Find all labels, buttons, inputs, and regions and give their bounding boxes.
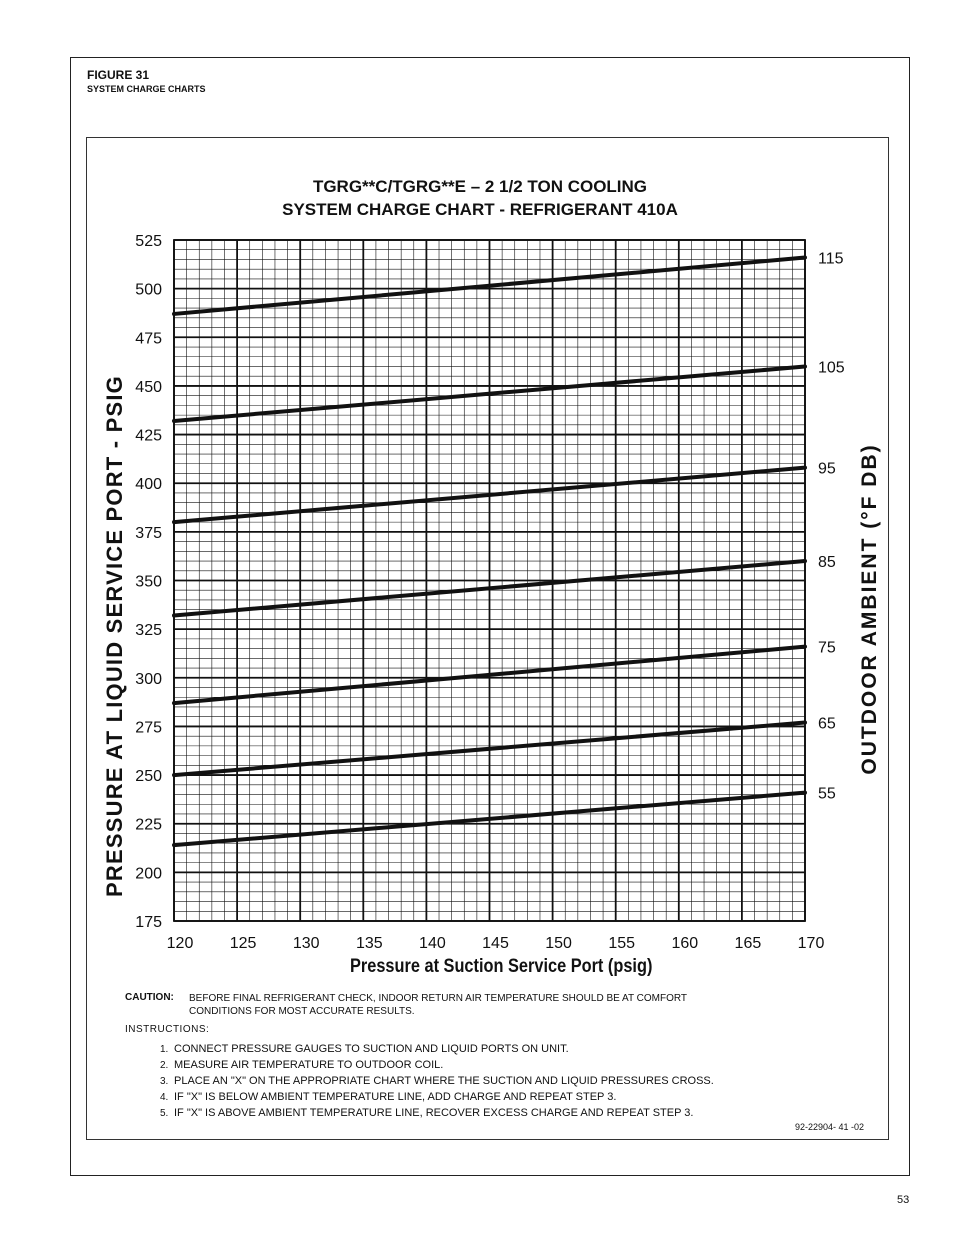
x-tick-label: 130 (292, 935, 320, 952)
x-tick-label: 125 (229, 935, 257, 952)
caution-text: BEFORE FINAL REFRIGERANT CHECK, INDOOR RETURN AIR TEMPERATURE SHOULD BE AT COMFORT CONDITIONS FOR MOST ACCURATE RESULTS. (189, 993, 687, 1017)
x-tick-label: 145 (482, 935, 509, 952)
instruction-step (160, 1091, 616, 1103)
instruction-step-text: IF "X" IS ABOVE AMBIENT TEMPERATURE LINE, RECOVER EXCESS CHARGE AND REPEAT STEP 3. (174, 1107, 694, 1119)
right-axis-title: OUTDOOR AMBIENT (°F DB) (858, 443, 881, 775)
instruction-step-number: 3. (160, 1076, 169, 1087)
y-tick-label: 525 (135, 233, 162, 250)
y-tick-label: 500 (135, 281, 162, 299)
chart-title-line2: SYSTEM CHARGE CHART - REFRIGERANT 410A (282, 200, 678, 219)
instruction-step-number: 2. (160, 1060, 169, 1071)
x-tick-label: 155 (608, 935, 636, 952)
series-label: 115 (818, 250, 844, 268)
instruction-step-number: 4. (160, 1092, 169, 1103)
series-label: 105 (818, 359, 845, 377)
y-tick-label: 425 (135, 427, 162, 445)
figure-label: FIGURE 31 (87, 68, 150, 82)
document-number: 92-22904- 41 -02 (795, 1122, 865, 1132)
x-tick-label: 135 (355, 935, 383, 952)
y-tick-label: 350 (135, 573, 162, 591)
instruction-step (160, 1043, 569, 1055)
x-tick-label: 120 (166, 935, 194, 952)
x-tick-label: 160 (671, 935, 699, 952)
y-tick-label: 475 (135, 330, 162, 348)
instruction-step-number: 5. (160, 1108, 169, 1119)
y-axis-title: PRESSURE AT LIQUID SERVICE PORT - PSIG (102, 375, 127, 897)
chart-title-line1: TGRG**C/TGRG**E – 2 1/2 TON COOLING (312, 177, 648, 196)
y-tick-label: 275 (135, 719, 162, 737)
page-number: 53 (897, 1194, 910, 1206)
y-tick-label: 250 (135, 768, 162, 786)
instruction-step (160, 1059, 443, 1071)
instruction-step-number: 1. (160, 1044, 169, 1055)
x-axis-title: Pressure at Suction Service Port (psig) (350, 956, 653, 977)
y-tick-label: 200 (135, 865, 162, 883)
caution-label: CAUTION: (125, 992, 174, 1003)
instructions-label: INSTRUCTIONS: (125, 1024, 210, 1035)
series-label: 75 (818, 639, 836, 657)
instruction-step (160, 1107, 693, 1119)
figure-subtitle: SYSTEM CHARGE CHARTS (87, 84, 206, 94)
instruction-step-text: MEASURE AIR TEMPERATURE TO OUTDOOR COIL. (174, 1059, 444, 1071)
series-label: 85 (818, 554, 836, 572)
x-tick-label: 165 (734, 935, 762, 952)
instruction-step-text: IF "X" IS BELOW AMBIENT TEMPERATURE LINE, ADD CHARGE AND REPEAT STEP 3. (174, 1091, 617, 1103)
x-tick-label: 170 (797, 935, 825, 952)
y-tick-label: 325 (135, 622, 162, 640)
x-tick-label: 150 (545, 935, 572, 952)
y-tick-label: 375 (135, 524, 162, 542)
y-tick-label: 225 (135, 816, 162, 834)
y-tick-label: 450 (135, 378, 162, 396)
series-label: 55 (818, 785, 836, 803)
y-tick-label: 175 (135, 914, 162, 931)
y-tick-label: 400 (135, 476, 162, 494)
instruction-step-text: PLACE AN "X" ON THE APPROPRIATE CHART WHERE THE SUCTION AND LIQUID PRESSURES CROSS. (174, 1075, 714, 1087)
y-tick-label: 300 (135, 670, 162, 688)
series-label: 65 (818, 715, 836, 733)
instruction-step-text: CONNECT PRESSURE GAUGES TO SUCTION AND LIQUID PORTS ON UNIT. (174, 1043, 569, 1055)
x-tick-label: 140 (419, 935, 446, 952)
series-label: 95 (818, 460, 836, 478)
instruction-step (160, 1075, 714, 1087)
